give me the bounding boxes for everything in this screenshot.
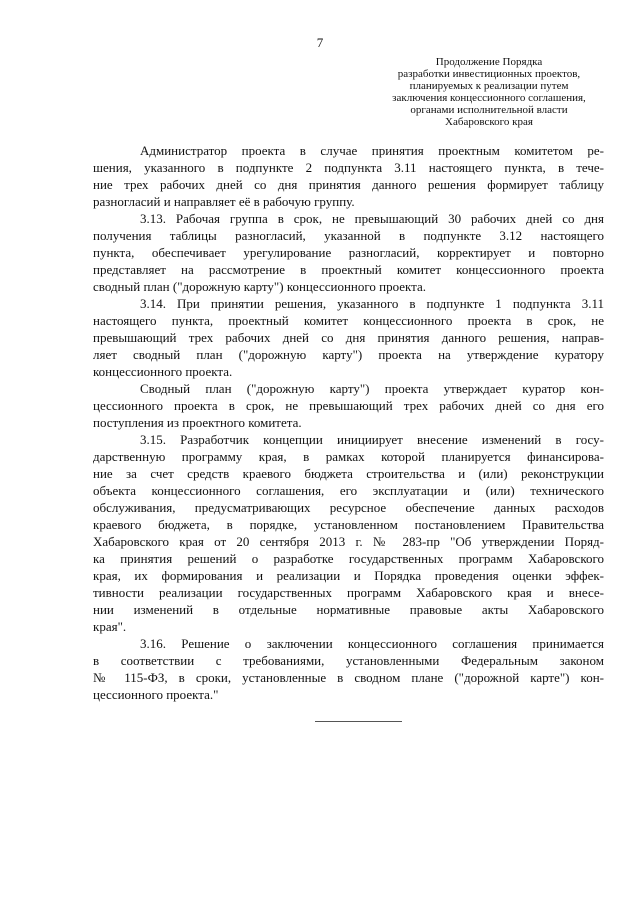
text-line: цессионного проекта в срок, не превышающий трех рабочих дней со дня его bbox=[93, 398, 604, 413]
text-line: 3.14. При принятии решения, указанного в подпункте 1 подпункта 3.11 bbox=[140, 296, 604, 311]
text-line: дарственную программу края, в рамках которой планируется финансирова- bbox=[93, 449, 604, 464]
header-line: планируемых к реализации путем bbox=[409, 80, 569, 92]
text-line: ляет сводный план ("дорожную карту") проекта на утверждение куратору bbox=[93, 347, 604, 362]
header-line: Продолжение Порядка bbox=[435, 56, 543, 68]
text-line: получения таблицы разногласий, указанной в подпункте 3.12 настоящего bbox=[93, 228, 604, 243]
text-line: края". bbox=[93, 619, 127, 634]
header-line: Хабаровского края bbox=[445, 116, 533, 128]
text-line: нии изменений в отдельные нормативные правовые акты Хабаровского bbox=[93, 602, 604, 617]
text-line: Администратор проекта в случае принятия проектным комитетом ре- bbox=[140, 143, 604, 158]
header-line: органами исполнительной власти bbox=[410, 104, 568, 116]
text-line: поступления из проектного комитета. bbox=[93, 415, 302, 430]
header-line: разработки инвестиционных проектов, bbox=[397, 68, 581, 80]
text-line: 3.13. Рабочая группа в срок, не превышающий 30 рабочих дней со дня bbox=[140, 211, 604, 226]
text-line: настоящего пункта, проектный комитет концессионного проекта в срок, не bbox=[93, 313, 604, 328]
document-body bbox=[93, 142, 604, 703]
text-line: в соответствии с требованиями, установленными Федеральным законом bbox=[93, 653, 604, 668]
text-line: ка принятия решений о разработке государственных программ Хабаровского bbox=[93, 551, 604, 566]
text-line: представляет на рассмотрение в проектный комитет концессионного проекта bbox=[93, 262, 604, 277]
text-line: Хабаровского края от 20 сентября 2013 г. № 283-пр "Об утверждении Поряд- bbox=[93, 534, 604, 549]
text-line: пункта, обеспечивает урегулирование разногласий, корректирует и повторно bbox=[93, 245, 604, 260]
text-line: ние трех рабочих дней со дня принятия данного решения формирует таблицу bbox=[93, 177, 604, 192]
text-line: превышающий трех рабочих дней со дня принятия данного решения, направ- bbox=[93, 330, 604, 345]
text-line: цессионного проекта." bbox=[93, 687, 219, 702]
text-line: разногласий и направляет её в рабочую группу. bbox=[93, 194, 355, 209]
text-line: объекта концессионного соглашения, его эксплуатации и (или) технического bbox=[93, 483, 604, 498]
text-line: 3.15. Разработчик концепции инициирует внесение изменений в госу- bbox=[140, 432, 604, 447]
text-line: ние за счет средств краевого бюджета строительства и (или) реконструкции bbox=[93, 466, 604, 481]
text-line: сводный план ("дорожную карту") концессионного проекта. bbox=[93, 279, 427, 294]
text-line: Сводный план ("дорожную карту") проекта утверждает куратор кон- bbox=[140, 381, 604, 396]
text-line: краевого бюджета, в порядке, установленном постановлением Правительства bbox=[93, 517, 604, 532]
text-line: края, их формирования и реализации и Порядка проведения оценки эффек- bbox=[93, 568, 604, 583]
text-line: концессионного проекта. bbox=[93, 364, 233, 379]
document-header-note bbox=[358, 56, 620, 128]
header-line: заключения концессионного соглашения, bbox=[392, 92, 586, 104]
text-line: шения, указанного в подпункте 2 подпункта 3.11 настоящего пункта, в тече- bbox=[93, 160, 604, 175]
end-separator-line bbox=[315, 721, 402, 722]
page-number: 7 bbox=[316, 35, 324, 50]
text-line: № 115-ФЗ, в сроки, установленные в сводном плане ("дорожной карте") кон- bbox=[93, 670, 604, 685]
text-line: 3.16. Решение о заключении концессионного соглашения принимается bbox=[140, 636, 604, 651]
text-line: тивности реализации государственных программ Хабаровского края и внесе- bbox=[93, 585, 604, 600]
text-line: обслуживания, предусматривающих ресурсное обеспечение данных расходов bbox=[93, 500, 604, 515]
